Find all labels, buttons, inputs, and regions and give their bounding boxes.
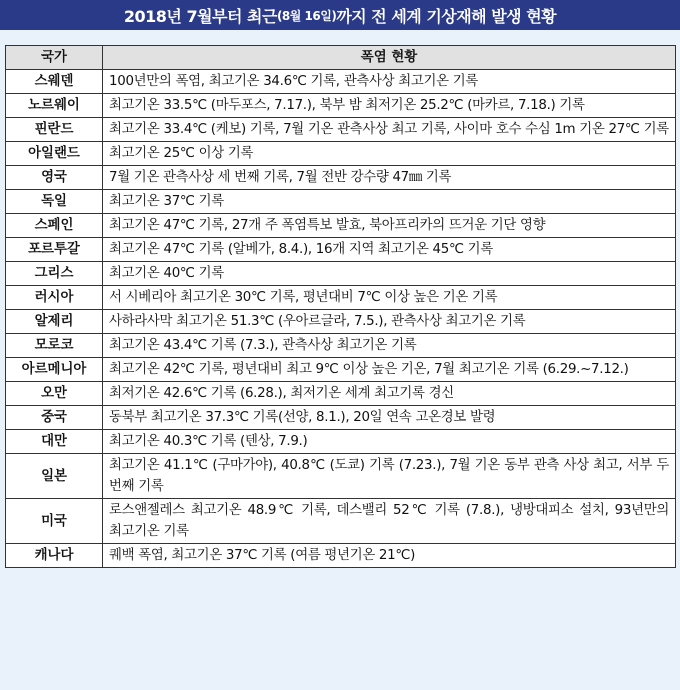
- status-cell: 7월 기온 관측사상 세 번째 기록, 7월 전반 강수량 47㎜ 기록: [103, 166, 676, 190]
- header-country: 국가: [6, 46, 103, 70]
- status-cell: 최고기온 43.4℃ 기록 (7.3.), 관측사상 최고기온 기록: [103, 334, 676, 358]
- table-row: [6, 544, 676, 568]
- status-cell: 로스앤젤레스 최고기온 48.9℃ 기록, 데스밸리 52℃ 기록 (7.8.), 냉방대피소 설치, 93년만의 최고기온 기록: [103, 499, 676, 544]
- status-cell: 서 시베리아 최고기온 30℃ 기록, 평년대비 7℃ 이상 높은 기온 기록: [103, 286, 676, 310]
- table-row: [6, 286, 676, 310]
- country-cell: 아르메니아: [6, 358, 103, 382]
- status-cell: 최고기온 47℃ 기록, 27개 주 폭염특보 발효, 북아프리카의 뜨거운 기단 영향: [103, 214, 676, 238]
- table-row: [6, 358, 676, 382]
- status-cell: 최고기온 33.5℃ (마두포스, 7.17.), 북부 밤 최저기온 25.2℃ (마카르, 7.18.) 기록: [103, 94, 676, 118]
- header-status: 폭염 현황: [103, 46, 676, 70]
- status-cell: 퀘백 폭염, 최고기온 37℃ 기록 (여름 평년기온 21℃): [103, 544, 676, 568]
- country-cell: 모로코: [6, 334, 103, 358]
- table-row: [6, 454, 676, 499]
- country-cell: 미국: [6, 499, 103, 544]
- country-cell: 노르웨이: [6, 94, 103, 118]
- status-cell: 최고기온 25℃ 이상 기록: [103, 142, 676, 166]
- country-cell: 영국: [6, 166, 103, 190]
- status-cell: 최고기온 37℃ 기록: [103, 190, 676, 214]
- table-row: [6, 70, 676, 94]
- status-cell: 최고기온 40℃ 기록: [103, 262, 676, 286]
- country-cell: 러시아: [6, 286, 103, 310]
- table-row: [6, 166, 676, 190]
- country-cell: 그리스: [6, 262, 103, 286]
- table-header-row: [6, 46, 676, 70]
- table-row: [6, 499, 676, 544]
- table-row: [6, 238, 676, 262]
- table-row: [6, 334, 676, 358]
- country-cell: 핀란드: [6, 118, 103, 142]
- table-row: [6, 94, 676, 118]
- country-cell: 중국: [6, 406, 103, 430]
- table-row: [6, 142, 676, 166]
- status-cell: 100년만의 폭염, 최고기온 34.6℃ 기록, 관측사상 최고기온 기록: [103, 70, 676, 94]
- title-main: 2018년 7월부터 최근: [123, 6, 277, 26]
- status-cell: 동북부 최고기온 37.3℃ 기록(선양, 8.1.), 20일 연속 고온경보 발령: [103, 406, 676, 430]
- table-row: [6, 190, 676, 214]
- table-row: [6, 214, 676, 238]
- country-cell: 스웨덴: [6, 70, 103, 94]
- country-cell: 독일: [6, 190, 103, 214]
- country-cell: 알제리: [6, 310, 103, 334]
- country-cell: 포르투갈: [6, 238, 103, 262]
- status-cell: 최고기온 42℃ 기록, 평년대비 최고 9℃ 이상 높은 기온, 7월 최고기온 기록 (6.29.~7.12.): [103, 358, 676, 382]
- title-date-range: (8월 16일): [276, 8, 337, 23]
- country-cell: 오만: [6, 382, 103, 406]
- status-cell: 최고기온 47℃ 기록 (알베가, 8.4.), 16개 지역 최고기온 45℃ 기록: [103, 238, 676, 262]
- table-body: [6, 70, 676, 568]
- table-row: [6, 262, 676, 286]
- status-cell: 최고기온 33.4℃ (케보) 기록, 7월 기온 관측사상 최고 기록, 사이마 호수 수심 1m 기온 27℃ 기록: [103, 118, 676, 142]
- country-cell: 캐나다: [6, 544, 103, 568]
- title-banner: [0, 0, 680, 30]
- title-tail: 까지 전 세계 기상재해 발생 현황: [336, 6, 557, 26]
- table-row: [6, 310, 676, 334]
- country-cell: 아일랜드: [6, 142, 103, 166]
- country-cell: 일본: [6, 454, 103, 499]
- country-cell: 대만: [6, 430, 103, 454]
- status-cell: 최저기온 42.6℃ 기록 (6.28.), 최저기온 세계 최고기록 경신: [103, 382, 676, 406]
- country-cell: 스페인: [6, 214, 103, 238]
- status-cell: 최고기온 40.3℃ 기록 (텐상, 7.9.): [103, 430, 676, 454]
- status-cell: 사하라사막 최고기온 51.3℃ (우아르글라, 7.5.), 관측사상 최고기온 기록: [103, 310, 676, 334]
- heatwave-status-table: [5, 45, 676, 568]
- status-cell: 최고기온 41.1℃ (구마가야), 40.8℃ (도쿄) 기록 (7.23.), 7월 기온 동부 관측 사상 최고, 서부 두 번째 기록: [103, 454, 676, 499]
- table-row: [6, 406, 676, 430]
- table-row: [6, 118, 676, 142]
- table-row: [6, 430, 676, 454]
- table-row: [6, 382, 676, 406]
